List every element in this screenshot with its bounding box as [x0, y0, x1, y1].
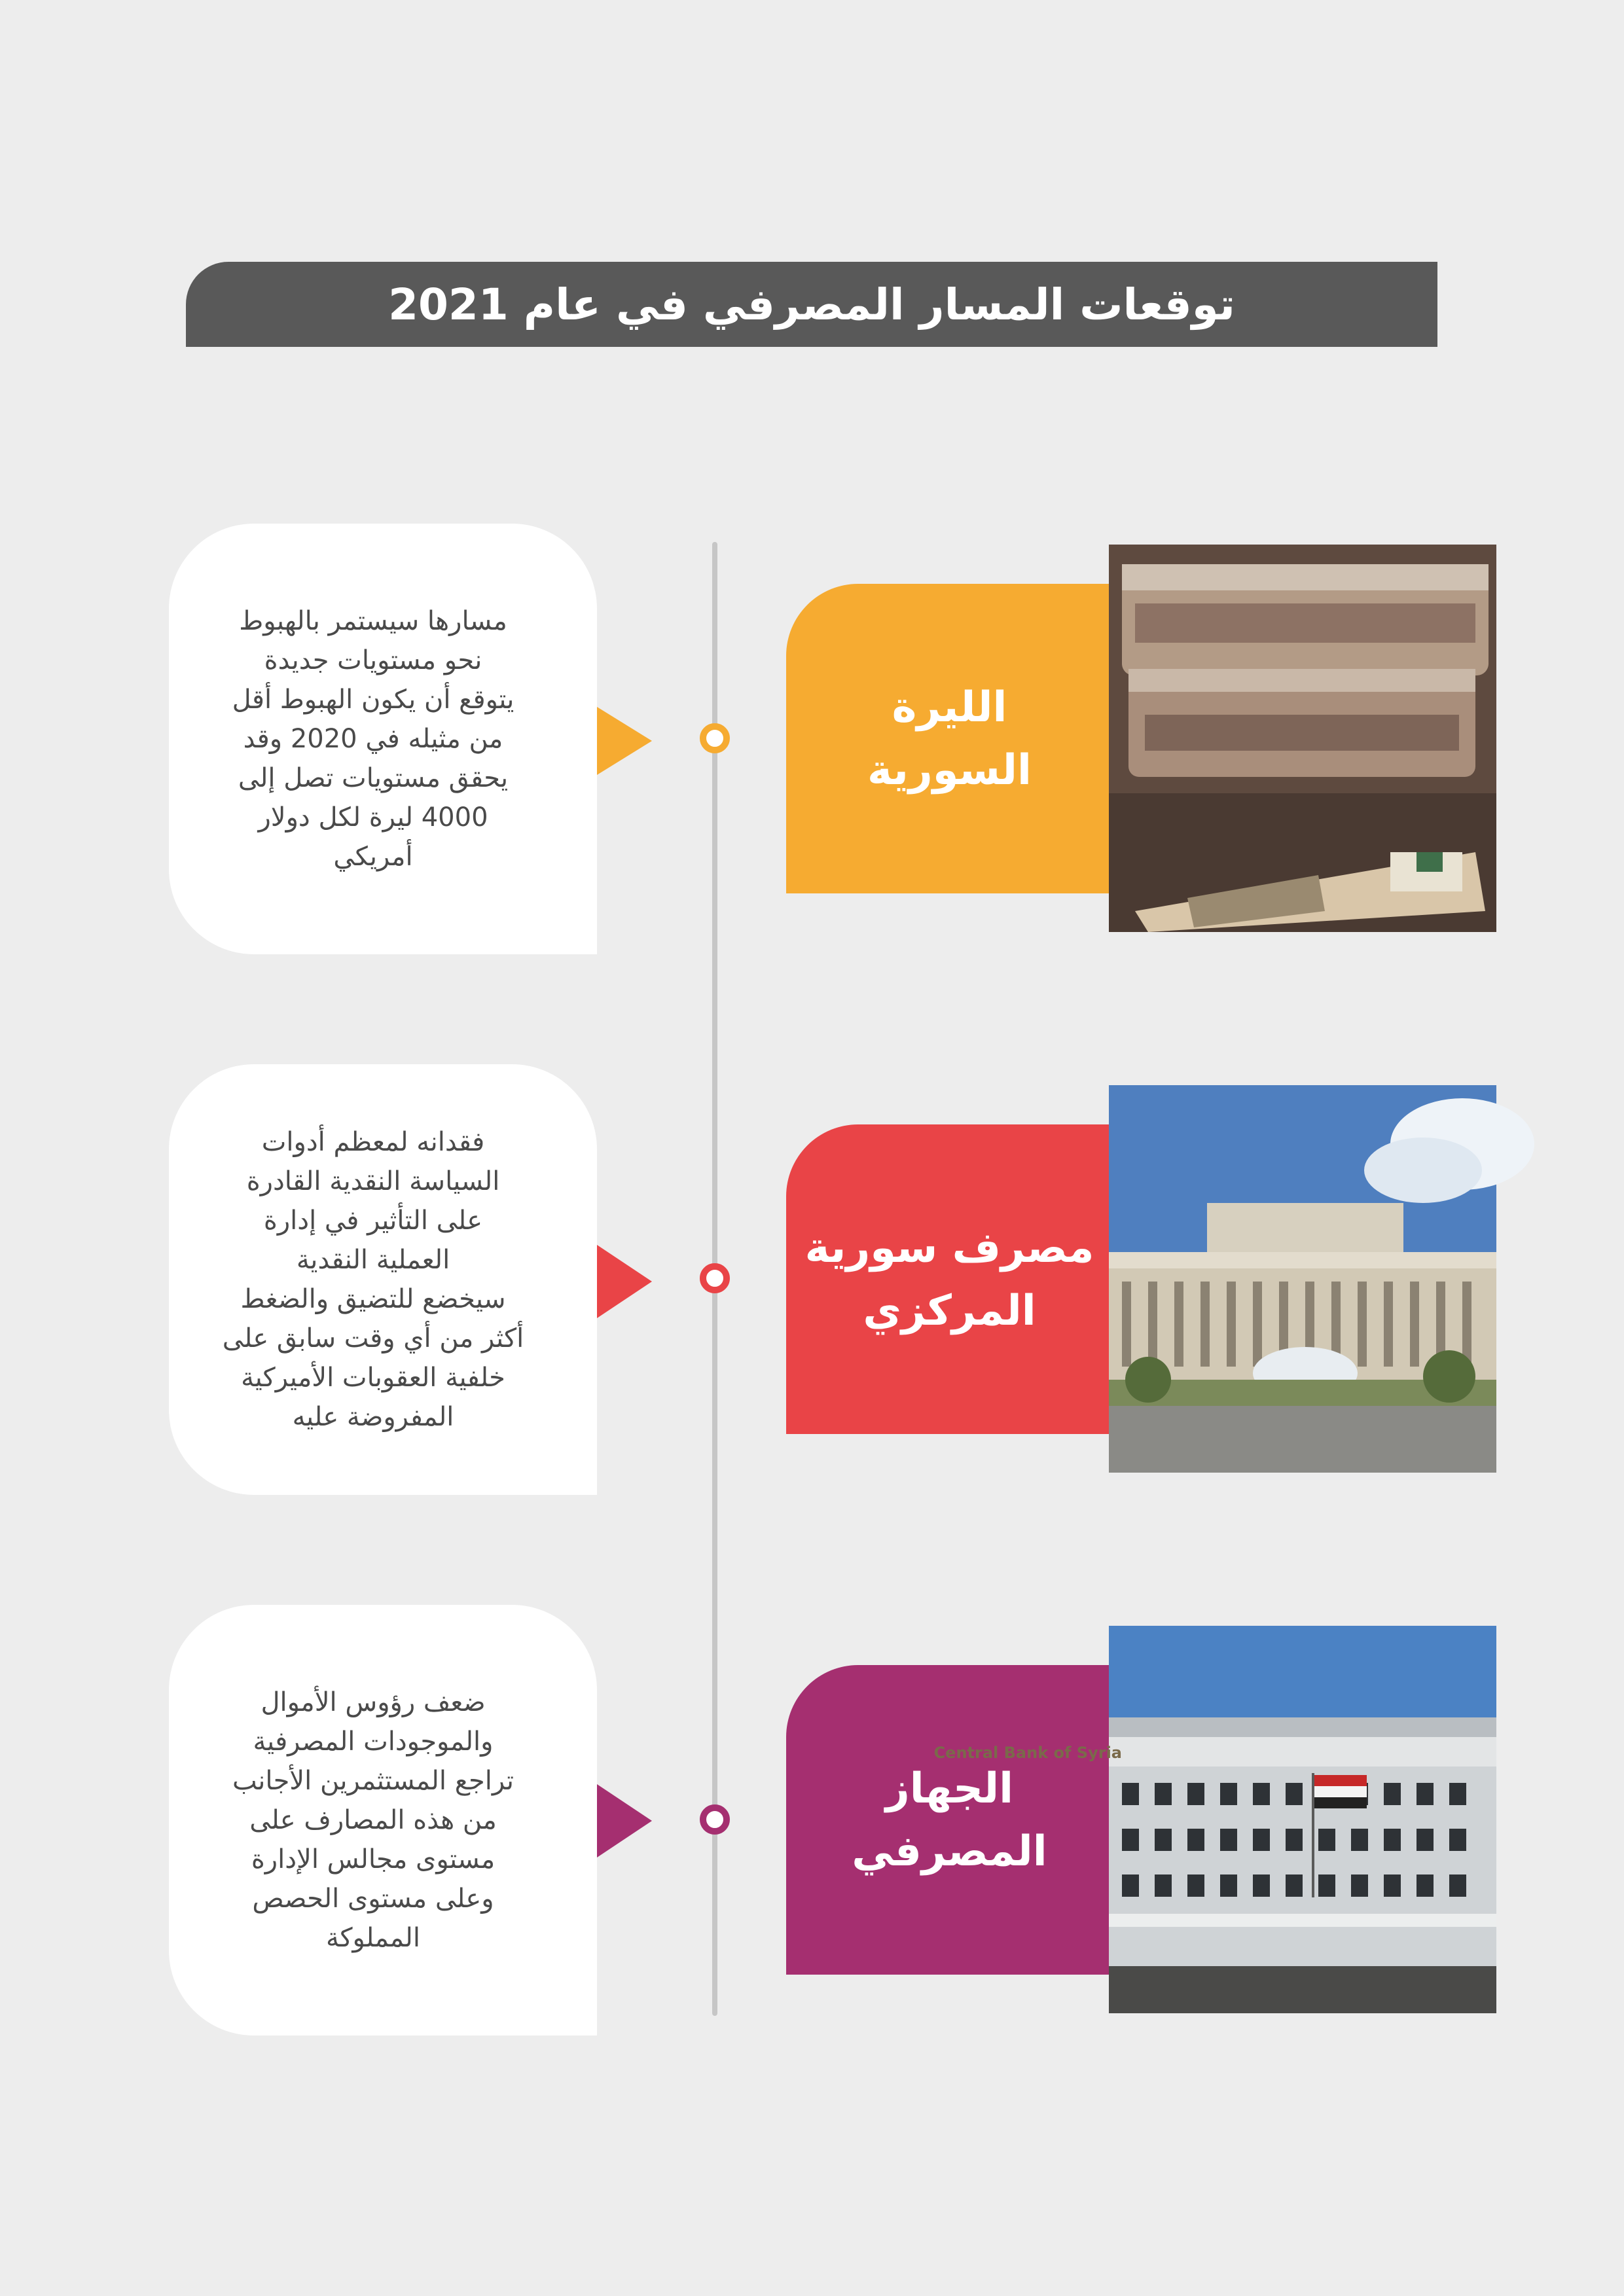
- text-line: ضعف رؤوس الأموال: [261, 1687, 486, 1717]
- label-line: الليرة: [892, 683, 1007, 732]
- text-line: العملية النقدية: [296, 1245, 450, 1275]
- text-line: من هذه المصارف على: [249, 1805, 497, 1835]
- text-line: خلفية العقوبات الأميركية: [241, 1363, 505, 1393]
- central-bank-text-card: [169, 1064, 597, 1495]
- text-line: السياسة النقدية القادرة: [246, 1166, 500, 1196]
- banking-text: [232, 1683, 514, 1958]
- text-line: أكثر من أي وقت سابق على: [222, 1323, 524, 1354]
- text-line: يحقق مستويات تصل إلى: [238, 763, 509, 793]
- text-line: يتوقع أن يكون الهبوط أقل: [232, 685, 514, 715]
- bank-sign-text: Central Bank of Syria: [933, 1744, 1122, 1762]
- text-line: المفروضة عليه: [292, 1402, 454, 1432]
- text-line: سيخضع للتضيق والضغط: [240, 1284, 506, 1314]
- banking-arrow-icon: [597, 1784, 652, 1857]
- lira-text-card: [169, 524, 597, 954]
- banking-label-box: [786, 1665, 1113, 1975]
- label-line: الجهاز: [885, 1764, 1014, 1813]
- text-line: من مثيله في 2020 وقد: [243, 724, 503, 754]
- text-line: المملوكة: [326, 1923, 420, 1953]
- lira-label: [867, 676, 1032, 802]
- central-bank-timeline-dot: [700, 1263, 730, 1293]
- banking-text-card: [169, 1605, 597, 2036]
- text-line: وعلى مستوى الحصص: [252, 1884, 494, 1914]
- central-bank-arrow-icon: [597, 1245, 652, 1318]
- text-line: نحو مستويات جديدة: [264, 645, 482, 675]
- title-bar: [186, 262, 1437, 347]
- central-bank-label-box: [786, 1124, 1113, 1434]
- banking-timeline-dot: [700, 1804, 730, 1835]
- lira-arrow-icon: [597, 707, 652, 775]
- text-line: على التأثير في إدارة: [263, 1206, 483, 1236]
- text-line: مستوى مجالس الإدارة: [251, 1844, 496, 1874]
- text-line: أمريكي: [333, 842, 413, 872]
- text-line: فقدانه لمعظم أدوات: [261, 1127, 485, 1157]
- central-bank-label: [805, 1217, 1094, 1342]
- lira-timeline-dot: [700, 723, 730, 753]
- lira-text: [232, 601, 514, 876]
- syrian-banknotes-photo: [1109, 545, 1496, 932]
- lira-label-box: [786, 584, 1113, 893]
- central-bank-building-photo: [1109, 1085, 1496, 1473]
- label-line: السورية: [867, 745, 1032, 795]
- text-line: مسارها سيستمر بالهبوط: [239, 606, 507, 636]
- text-line: والموجودات المصرفية: [253, 1727, 494, 1757]
- text-line: 4000 ليرة لكل دولار: [258, 802, 488, 833]
- label-line: المصرفي: [852, 1827, 1047, 1876]
- central-bank-text: [223, 1122, 524, 1437]
- text-line: تراجع المستثمرين الأجانب: [232, 1766, 514, 1796]
- banking-label: [852, 1757, 1047, 1883]
- page-title: توقعات المسار المصرفي في عام 2021: [388, 279, 1235, 330]
- label-line: المركزي: [863, 1286, 1036, 1335]
- label-line: مصرف سورية: [804, 1223, 1094, 1272]
